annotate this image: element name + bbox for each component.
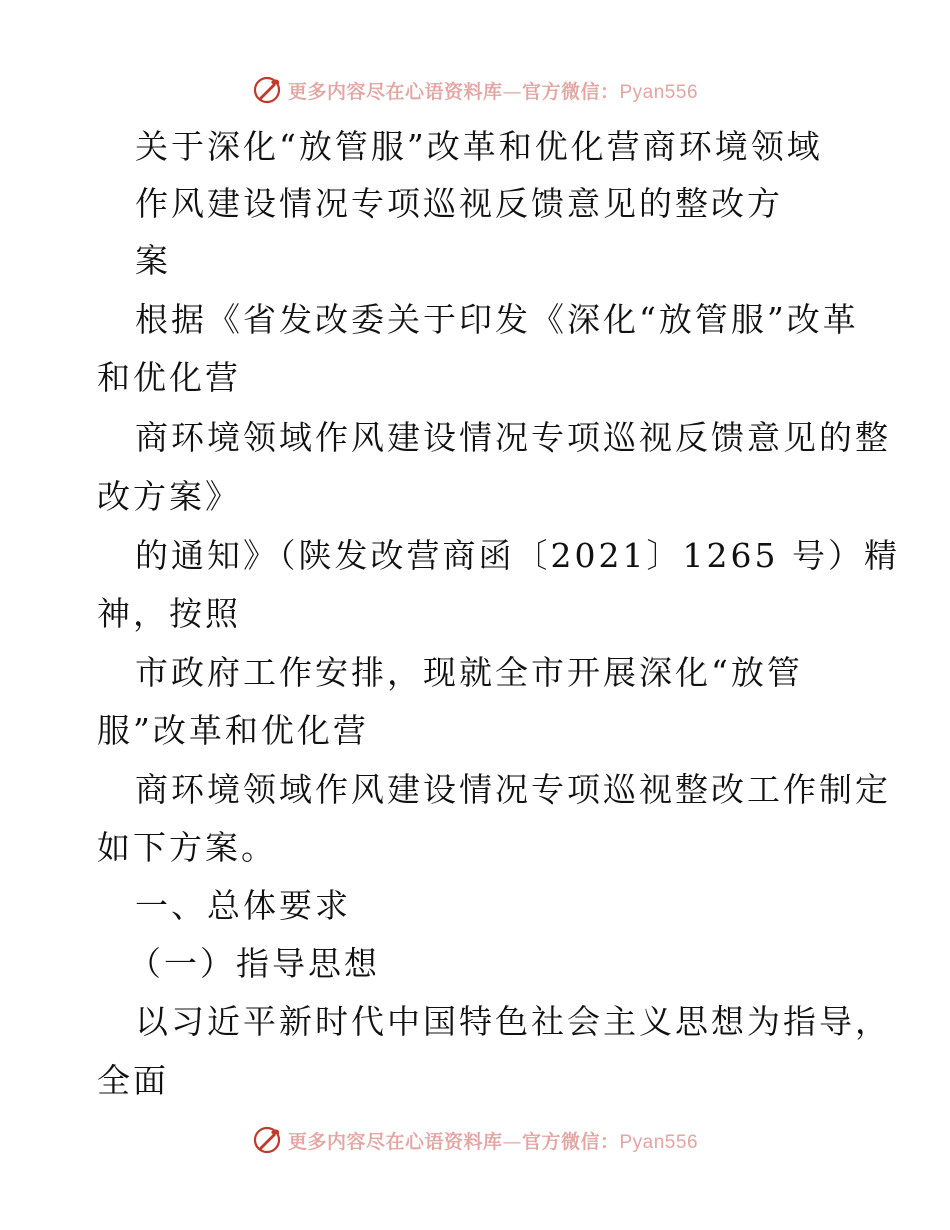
doc-body-line: 服”改革和优化营 <box>97 711 369 750</box>
watermark-separator: — <box>502 80 522 103</box>
doc-body-line: 市政府工作安排，现就全市开展深化“放管 <box>135 653 803 692</box>
doc-body-line: 商环境领域作风建设情况专项巡视整改工作制定 <box>135 770 891 809</box>
doc-title-line-2: 作风建设情况专项巡视反馈意见的整改方 <box>135 184 783 223</box>
footer-watermark <box>0 1120 950 1160</box>
doc-body-line: 神，按照 <box>97 594 241 633</box>
doc-body-line: 根据《省发改委关于印发《深化“放管服”改革 <box>135 300 859 339</box>
watermark-brand: 更多内容尽在心语资料库 <box>287 1130 503 1153</box>
doc-body-line: 改方案》 <box>97 477 241 516</box>
watermark-wechat-id: Pyan556 <box>619 81 699 103</box>
watermark-text <box>288 1127 698 1154</box>
watermark-brand: 更多内容尽在心语资料库 <box>287 80 503 103</box>
watermark-wechat-id: Pyan556 <box>619 1131 699 1153</box>
watermark-contact: 官方微信： <box>521 1130 620 1153</box>
doc-body-line: 以习近平新时代中国特色社会主义思想为指导， <box>135 1002 891 1041</box>
doc-body-line: 和优化营 <box>97 358 241 397</box>
section-heading: 一、总体要求 <box>135 886 351 925</box>
subsection-heading: （一）指导思想 <box>128 944 380 983</box>
watermark-separator: — <box>502 1130 522 1153</box>
doc-body-line: 的通知》（陕发改营商函〔2021〕1265 号）精 <box>135 536 900 575</box>
doc-body-line: 全面 <box>97 1061 169 1100</box>
watermark-contact: 官方微信： <box>521 80 620 103</box>
doc-title-line-3: 案 <box>135 241 171 280</box>
quill-pen-circle-icon <box>252 1125 282 1155</box>
doc-title-line-1: 关于深化“放管服”改革和优化营商环境领域 <box>135 127 823 166</box>
doc-body-line: 如下方案。 <box>97 828 277 867</box>
doc-body-line: 商环境领域作风建设情况专项巡视反馈意见的整 <box>135 418 891 457</box>
